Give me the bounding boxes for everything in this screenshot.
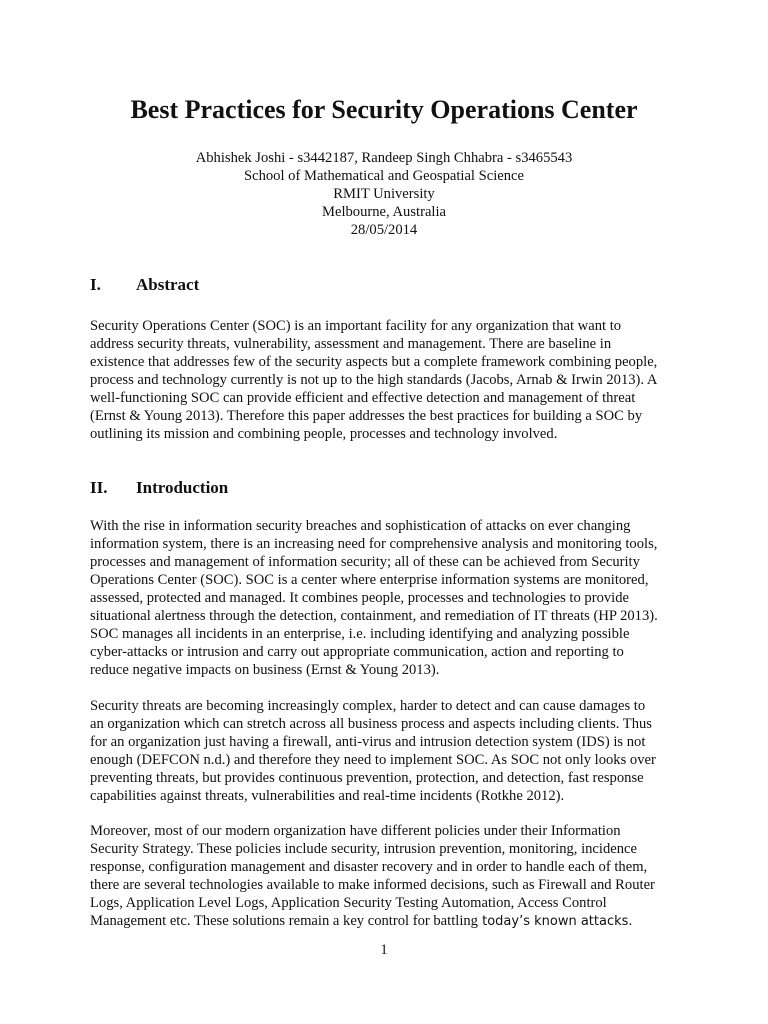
text-line: Security threats are becoming increasingly complex, harder to detect and can cause damages to: [90, 698, 646, 714]
text-line: Moreover, most of our modern organization have different policies under their Information: [90, 823, 621, 839]
author-block: [0, 149, 768, 239]
text-line: reduce negative impacts on business (Ernst & Young 2013).: [90, 662, 440, 678]
text-line: cyber-attacks or intrusion and carry out appropriate communication, action and reporting to: [90, 644, 624, 660]
section-number: II.: [90, 478, 108, 497]
text-line: capabilities against threats, vulnerabilities and real-time incidents (Rotkhe 2012).: [90, 788, 565, 804]
abstract-paragraph: [90, 317, 690, 443]
text-line: information system, there is an increasing need for comprehensive analysis and monitoring tools,: [90, 536, 658, 552]
text-line: an organization which can stretch across all business process and aspects including clients. Thus: [90, 716, 652, 732]
text-line: (Ernst & Young 2013). Therefore this paper addresses the best practices for building a SOC by: [90, 408, 643, 424]
introduction-paragraph-3: [90, 822, 690, 931]
text-line: assessed, protected and managed. It combines people, processes and technologies to provide: [90, 590, 629, 606]
section-heading-abstract: [90, 274, 199, 296]
text-line: Logs, Application Level Logs, Application Security Testing Automation, Access Control: [90, 895, 607, 911]
text-line: existence that addresses few of the security aspects but a complete framework combining people,: [90, 354, 658, 370]
text-line: With the rise in information security breaches and sophistication of attacks on ever changing: [90, 518, 631, 534]
affiliation: School of Mathematical and Geospatial Science: [243, 168, 525, 184]
text-line: preventing threats, but provides continuous prevention, protection, and detection, fast response: [90, 770, 644, 786]
text-line: Operations Center (SOC). SOC is a center where enterprise information systems are monitored,: [90, 572, 649, 588]
text-line: well-functioning SOC can provide efficient and effective detection and management of threat: [90, 390, 636, 406]
university: RMIT University: [333, 186, 435, 202]
text-line: for an organization just having a firewall, anti-virus and intrusion detection system (IDS) is not: [90, 734, 646, 750]
section-heading-introduction: [90, 477, 228, 499]
location: Melbourne, Australia: [321, 204, 447, 220]
text-line: Security Operations Center (SOC) is an important facility for any organization that want to: [90, 318, 622, 334]
text-line: there are several technologies available to make informed decisions, such as Firewall and Router: [90, 877, 655, 893]
page-number: 1: [380, 942, 388, 958]
text-line: enough (DEFCON n.d.) and therefore they need to implement SOC. As SOC not only looks over: [90, 752, 656, 768]
text-line: address security threats, vulnerability, assessment and management. There are baseline in: [90, 336, 612, 352]
text-line: response, configuration management and disaster recovery and in order to handle each of them,: [90, 859, 648, 875]
text-line: outlining its mission and combining people, processes and technology involved.: [90, 426, 558, 442]
text-line: process and technology currently is not up to the high standards (Jacobs, Arnab & Irwin 2013). A: [90, 372, 658, 388]
text-line: processes and management of information security; all of these can be achieved from Security: [90, 554, 640, 570]
text-line: situational alertness through the detection, containment, and remediation of IT threats (HP 2013).: [90, 608, 658, 624]
introduction-paragraph-1: [90, 517, 690, 679]
paper-title: Best Practices for Security Operations Center: [130, 95, 638, 124]
section-title: Introduction: [136, 478, 229, 497]
text-line-last: [90, 912, 690, 931]
section-title: Abstract: [136, 275, 200, 294]
section-number: I.: [90, 275, 101, 294]
text-line: SOC manages all incidents in an enterprise, i.e. including identifying and analyzing possible: [90, 626, 630, 642]
authors: Abhishek Joshi - s3442187, Randeep Singh Chhabra - s3465543: [195, 150, 573, 166]
text-line: Security Strategy. These policies include security, intrusion prevention, monitoring, incidence: [90, 841, 637, 857]
text-line-tail: today’s known attacks.: [477, 914, 633, 929]
text-line-body: Management etc. These solutions remain a key control for battling: [90, 913, 478, 929]
date: 28/05/2014: [350, 222, 418, 238]
introduction-paragraph-2: [90, 697, 690, 805]
